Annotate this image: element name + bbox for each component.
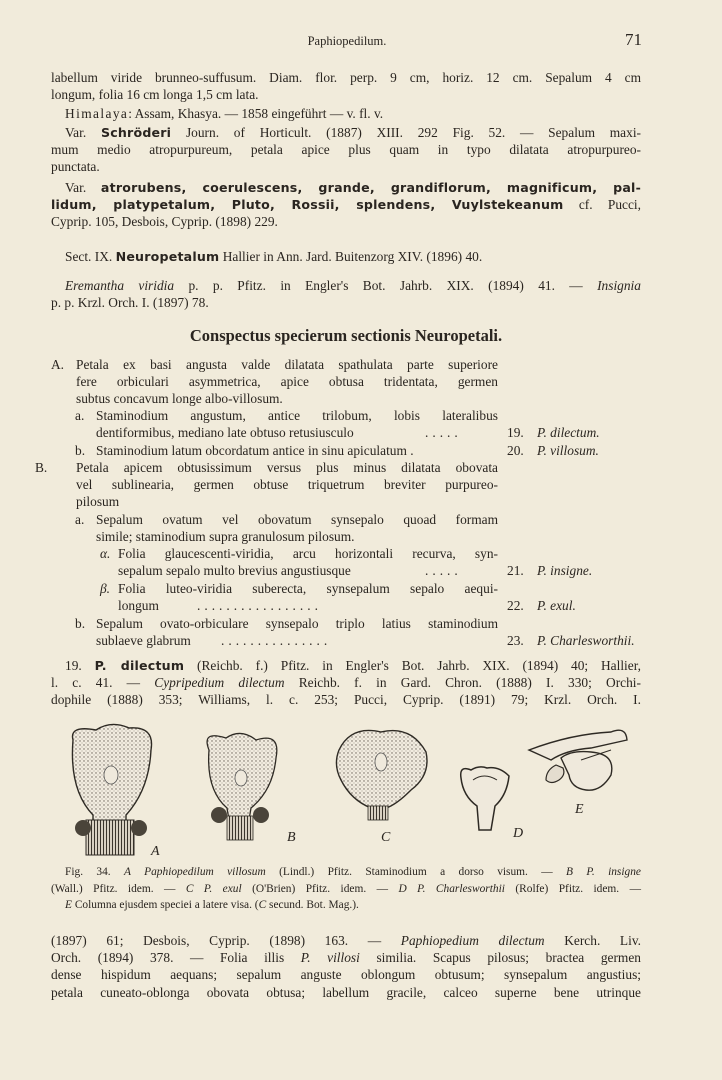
caption-run: C P. exul: [185, 882, 242, 895]
text-run: Var.: [65, 180, 101, 195]
key-species: P. exul.: [537, 598, 576, 613]
running-head: Paphiopedilum.: [307, 34, 387, 48]
text-run: Var.: [65, 125, 101, 140]
caption-run: E: [65, 899, 72, 912]
key-line: vel sublinearia, germen obtuse triquetrum breviter purpureo-: [76, 477, 498, 492]
section-heading: [51, 248, 641, 265]
key-label: b.: [75, 443, 86, 458]
synonym: Insignia: [597, 278, 641, 293]
paragraph-distribution: [51, 105, 641, 122]
leader-dots: .................: [197, 598, 322, 613]
key-number: 19.: [507, 425, 524, 440]
key-line: Petala apicem obtusissimum versus plus minus dilatata obovata: [76, 460, 498, 475]
variety-name: Schröderi: [100, 125, 172, 140]
paragraph-var-schroederi: [51, 124, 641, 176]
key-line: sepalum sepalo multo brevius angustiusque: [118, 563, 351, 578]
text-line: dense hispidum aequans; sepalum anguste oblongum obtusum; synsepalum angustius;: [51, 967, 641, 983]
figure-c-drawing: [336, 730, 427, 820]
caption-run: Columna ejusdem speciei a latere visa. (: [71, 899, 259, 912]
key-label: a.: [75, 408, 85, 423]
leader-dots: ...............: [221, 633, 332, 648]
key-label: a.: [75, 512, 85, 527]
key-line: simile; staminodium supra granulosum pilosum.: [96, 529, 355, 544]
key-line: Sepalum ovato-orbiculare synsepalo triplo latius staminodium: [96, 616, 498, 631]
variety-names: lidum, platypetalum, Pluto, Rossii, splendens, Vuylstekeanum: [51, 197, 564, 213]
species-key: [35, 356, 651, 656]
figure-label-c: C: [381, 830, 391, 845]
text-run: Hallier in Ann. Jard. Buitenzorg XIV. (1896) 40.: [219, 249, 483, 264]
species-name: P. dilectum: [94, 658, 185, 673]
text-run: Kerch. Liv.: [544, 933, 641, 948]
text-line: Cyprip. 105, Desbois, Cyprip. (1898) 229.: [51, 214, 278, 230]
key-number: 22.: [507, 598, 524, 613]
caption-run: A Paphiopedilum villosum: [124, 866, 266, 878]
key-number: 21.: [507, 563, 524, 578]
key-label: α.: [100, 546, 111, 561]
caption-run: Fig. 34.: [65, 866, 125, 878]
text-line: dophile (1888) 353; Williams, l. c. 253; Pucci, Cyprip. (1891) 79; Krzl. Orch. I.: [51, 692, 641, 708]
figure-label-e: E: [575, 802, 584, 817]
text-run: Journ. of Horticult. (1887) XIII. 292 Fig. 52. — Sepalum maxi-: [171, 125, 642, 140]
key-line: pilosum: [76, 494, 120, 509]
text-run: (Reichb. f.) Pfitz. in Engler's Bot. Jahrb. XIX. (1894) 40; Hallier,: [184, 658, 641, 673]
synonym: Cypripedium dilectum: [154, 675, 285, 691]
section-name: Neuropetalum: [115, 249, 220, 264]
figure-34: [51, 720, 651, 860]
key-number: 20.: [507, 443, 524, 458]
figure-label-b: B: [287, 830, 296, 845]
leader-dots: .....: [425, 425, 462, 440]
paragraph-description: [51, 69, 641, 103]
key-line: Folia glaucescenti-viridia, arcu horizontali recurva, syn-: [118, 546, 498, 561]
text-run: cf. Pucci,: [563, 197, 641, 213]
text-run: l. c. 41. —: [51, 675, 155, 691]
caption-run: C: [258, 899, 267, 912]
text-run: : Assam, Khasya. — 1858 eingeführt — v. fl. v.: [128, 106, 384, 121]
key-species: P. insigne.: [537, 563, 593, 578]
caption-run: (Rolfe) Pfitz. idem. —: [504, 882, 641, 895]
text-run: Sect. IX.: [65, 249, 116, 264]
figure-label-d: D: [513, 826, 524, 841]
text-run: p. p. Pfitz. in Engler's Bot. Jahrb. XIX. (1894) 41. —: [174, 278, 598, 293]
figure-b-drawing: [207, 733, 277, 840]
conspectus-title: Conspectus specierum sectionis Neuropetali.: [189, 326, 503, 345]
figure-e-drawing: [529, 730, 627, 790]
text-line: petala cuneato-oblonga obovata obtusa; labellum gracile, calceo superne bene utrinque: [51, 984, 641, 1000]
caption-run: B P. insigne: [566, 866, 641, 878]
key-line: Folia luteo-viridia suberecta, synsepalum sepalo aequi-: [118, 581, 498, 596]
key-line: longum: [118, 598, 159, 613]
caption-run: (O'Brien) Pfitz. idem. —: [241, 882, 399, 895]
caption-run: D P. Charlesworthii: [398, 882, 505, 895]
key-line: fere orbiculari asymmetrica, apice obtusa tridentata, germen: [76, 374, 498, 389]
species-entry-19: [51, 657, 641, 709]
key-label: β.: [100, 581, 111, 596]
caption-run: secund. Bot. Mag.).: [266, 899, 359, 912]
figure-d-drawing: [461, 767, 509, 830]
text-run: Reichb. f. in Gard. Chron. (1888) I. 330; Orchi-: [284, 675, 641, 691]
text-run: Orch. (1894) 378. — Folia illis: [51, 950, 301, 966]
key-line: subtus concavum longe albo-villosum.: [76, 391, 283, 406]
text-line: longum, folia 16 cm longa 1,5 cm lata.: [51, 87, 259, 103]
key-label: B.: [35, 460, 48, 475]
key-line: Sepalum ovatum vel obovatum synsepalo quoad formam: [96, 512, 498, 527]
key-species: P. dilectum.: [537, 425, 600, 440]
text-run: similia. Scapus pilosus; bractea germen: [359, 950, 641, 966]
synonym: Paphiopedium dilectum: [400, 933, 545, 948]
key-species: P. Charlesworthii.: [537, 633, 635, 648]
text-run: (1897) 61; Desbois, Cyprip. (1898) 163. —: [51, 933, 401, 948]
region-name: Himalaya: [65, 106, 129, 121]
key-label: A.: [51, 357, 65, 372]
text-line: labellum viride brunneo-suffusum. Diam. flor. perp. 9 cm, horiz. 12 cm. Sepalum 4 cm: [51, 70, 641, 85]
variety-names: atrorubens, coerulescens, grande, grandiflorum, magnificum, pal-: [100, 180, 641, 195]
key-number: 23.: [507, 633, 524, 648]
synonym: Eremantha viridia: [65, 278, 175, 293]
caption-run: (Lindl.) Pfitz. Staminodium a dorso visum. —: [265, 866, 567, 878]
text-line: punctata.: [51, 159, 100, 175]
paragraph-synonyms: [51, 277, 641, 311]
caption-run: (Wall.) Pfitz. idem. —: [51, 882, 186, 895]
paragraph-continuation: [51, 932, 641, 1001]
species-number: 19.: [65, 658, 95, 673]
text-line: mum medio atropurpureum, petala apice plus quam in typo dilatata atropurpureo-: [51, 142, 641, 158]
figure-a-drawing: [72, 724, 151, 855]
page-number: 71: [625, 30, 642, 49]
paragraph-varieties: [51, 179, 641, 231]
key-label: b.: [75, 616, 86, 631]
leader-dots: .....: [425, 563, 462, 578]
key-line: Petala ex basi angusta valde dilatata spathulata parte superiore: [76, 357, 498, 372]
key-line: dentiformibus, mediano late obtuso retusiusculo: [96, 425, 354, 440]
page-header: [52, 32, 642, 54]
species-ref: P. villosi: [300, 950, 360, 966]
key-species: P. villosum.: [537, 443, 599, 458]
figure-label-a: A: [151, 844, 160, 859]
figure-caption: [51, 864, 641, 914]
key-line: Staminodium latum obcordatum antice in sinu apiculatum .: [96, 443, 414, 458]
key-line: sublaeve glabrum: [96, 633, 191, 648]
text-line: p. p. Krzl. Orch. I. (1897) 78.: [51, 295, 209, 311]
staminodium-illustrations: [51, 720, 651, 860]
key-line: Staminodium angustum, antice trilobum, lobis lateralibus: [96, 408, 498, 423]
